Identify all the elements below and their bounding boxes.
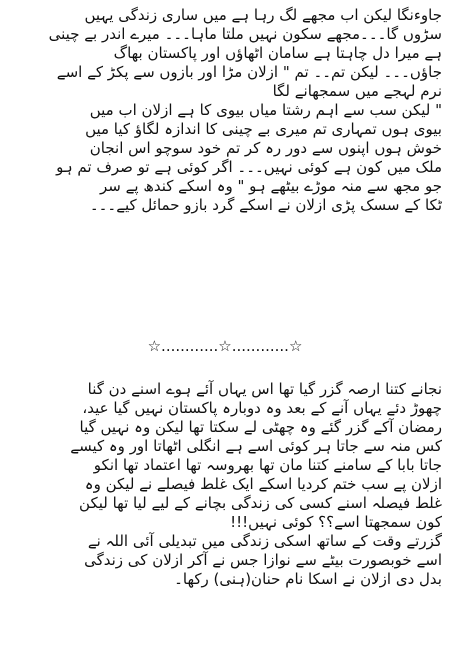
text-line: جاتا بابا کے سامنے کتنا مان تھا بھروسہ تھا اعتماد تھا انکو: [93, 456, 442, 474]
text-line: بدل دی ازلان نے اسکا نام حنان(ہنی) رکھا۔: [174, 570, 442, 588]
text-line: جاوءنگا لیکن اب مجھے لگ رہا ہے میں ساری زندگی یہیں: [84, 6, 442, 24]
text-line: نجانے کتنا ارصہ گزر گیا تھا اس یہاں آئے ہوے اسنے دن گنا: [87, 380, 442, 398]
text-line: کس منہ سے جاتا ہر کوئی اسے ہے انگلی اٹھاتا اور وہ کیسے: [70, 437, 442, 455]
text-line: بیوی ہوں تمہاری تم میری بے چینی کا اندازہ لگاؤ کیا میں: [85, 120, 442, 138]
text-line: غلط فیصلہ اسنے کسی کی زندگی بچانے کے لیے لیا تھا لیکن: [79, 494, 442, 512]
paragraph-2: [8, 380, 442, 589]
text-line: نرم لہجے میں سمجھانے لگا: [272, 82, 442, 100]
text-line: سڑوں گا۔۔۔مجھے سکون نہیں ملتا ماہا۔۔۔ میرے اندر بے چینی: [48, 25, 442, 43]
text-line: ازلان پے سب ختم کردیا اسکے ایک غلط فیصلے نے لیکن وہ: [84, 475, 442, 493]
section-separator: ☆............☆............☆: [147, 337, 303, 355]
paragraph-1: [8, 6, 442, 215]
text-line: " لیکن سب سے اہم رشتا میاں بیوی کا ہے ازلان اب میں: [89, 101, 442, 119]
text-line: گزرتے وقت کے ساتھ اسکی زندگی میں تبدیلی آئی اللہ نے: [87, 532, 442, 550]
text-line: چھوڑ دئے یہاں آنے کے بعد وہ دوبارہ پاکستان نہیں گیا عید،: [82, 399, 442, 417]
text-line: اسے خوبصورت بیٹے سے نوازا جس نے آکر ازلان کی زندگی: [84, 551, 442, 569]
document-page: [8, 0, 442, 665]
text-line: ملک میں کون ہے کوئی نہیں۔۔۔ اگر کوئی ہے تو صرف تم ہو: [56, 158, 442, 176]
text-line: جاؤں۔۔۔ لیکن تم۔۔ تم " ازلان مڑا اور بازوں سے پکڑ کے اسے: [56, 63, 442, 81]
text-line: کون سمجھتا اسے؟؟ کوئی نہیں!!!: [230, 513, 442, 531]
text-line: رمضان آکے گزر گئے وہ چھٹی لے سکتا تھا لیکن وہ نہیں گیا: [79, 418, 442, 436]
text-line: جو مجھ سے منہ موڑے بیٹھے ہو " وہ اسکے کندھ پے سر: [100, 177, 442, 195]
text-line: ہے میرا دل چاہتا ہے سامان اٹھاؤں اور پاکستان بھاگ: [113, 44, 442, 62]
text-line: ٹکا کے سسک پڑی ازلان نے اسکے گرد بازو حمائل کیے۔۔۔: [89, 196, 442, 214]
text-line: خوش ہوں اپنوں سے دور رہ کر تم خود سوچو اس انجان: [89, 139, 442, 157]
